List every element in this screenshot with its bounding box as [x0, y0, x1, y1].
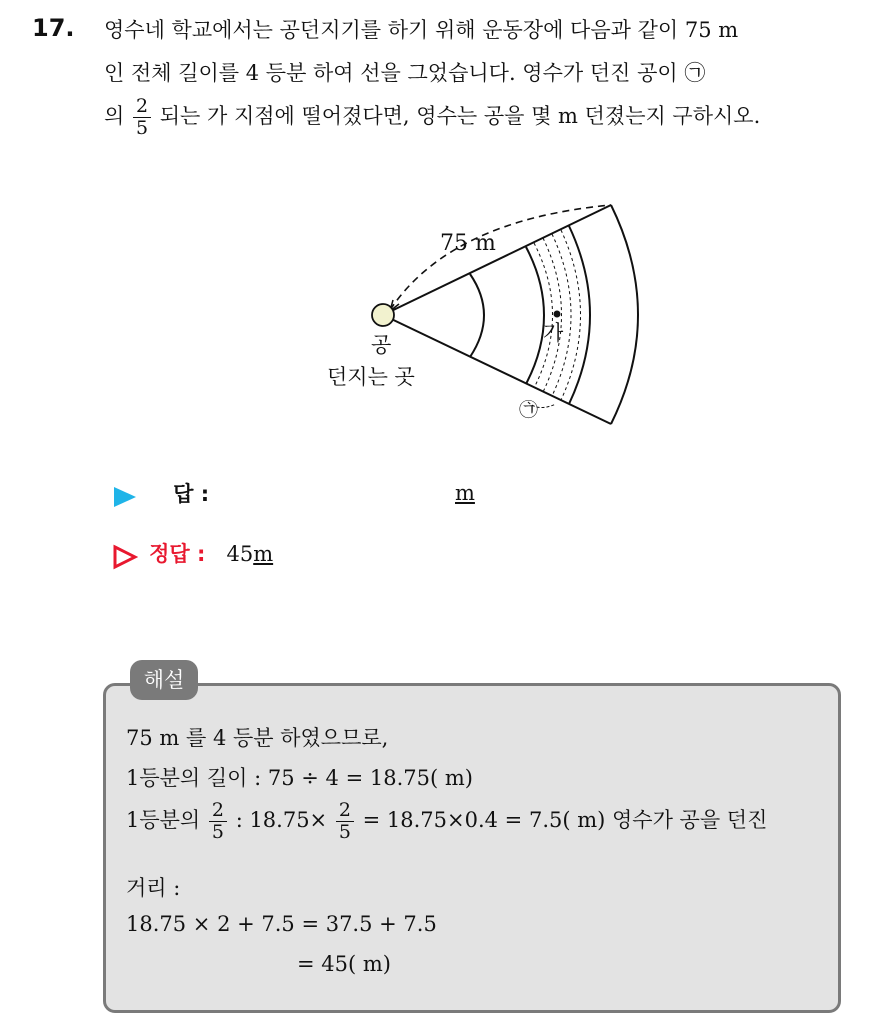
answer-row	[112, 478, 209, 509]
length-label: 75 m	[440, 231, 496, 256]
solution-fraction-2-den: 5	[338, 821, 351, 843]
origin-label-line-2: 던지는 곳	[327, 365, 415, 389]
fraction-numerator: 2	[133, 96, 151, 118]
question-line-2: 인 전체 길이를 4 등분 하여 선을 그었습니다. 영수가 던진 공이 ㉠	[104, 61, 706, 85]
sub-arc-4	[561, 230, 581, 400]
point-ga-label: 가	[543, 321, 564, 345]
marker-label: ㉠	[519, 399, 539, 421]
outer-arc	[611, 205, 638, 424]
question-fraction	[133, 96, 151, 139]
throwing-field-diagram	[300, 190, 660, 450]
division-arc-3	[569, 226, 590, 404]
answer-label: 답 :	[173, 482, 210, 506]
question-number: 17.	[32, 14, 75, 42]
solution-line-2: 1등분의 길이 : 75 ÷ 4 = 18.75( m)	[126, 766, 473, 790]
ball-origin	[372, 304, 394, 326]
solution-line-3-b: : 18.75×	[235, 808, 328, 832]
solution-line-1: 75 m 를 4 등분 하였으므로,	[126, 726, 389, 750]
solution-fraction-1-num: 2	[209, 800, 227, 822]
answer-triangle-icon	[112, 485, 138, 509]
solution-fraction-2-num: 2	[336, 800, 354, 822]
answer-unit	[455, 481, 475, 505]
solution-line-3-c: = 18.75×0.4 = 7.5( m) 영수가 공을 던진	[362, 808, 768, 832]
solution-line-6: = 45( m)	[297, 952, 391, 976]
solution-tab: 해설	[130, 660, 198, 700]
solution-line-5: 18.75 × 2 + 7.5 = 37.5 + 7.5	[126, 912, 437, 936]
division-arc-2	[526, 247, 544, 384]
lower-boundary-line	[383, 315, 611, 424]
solution-fraction-2	[336, 800, 354, 843]
solution-fraction-1	[209, 800, 227, 843]
correct-answer-row	[112, 538, 273, 570]
upper-boundary-line	[383, 205, 611, 315]
solution-line-3-a: 1등분의	[126, 808, 201, 832]
solution-line-3	[126, 800, 767, 843]
question-line-3-after: 되는 가 지점에 떨어졌다면, 영수는 공을 몇 m 던졌는지 구하시오.	[159, 104, 761, 128]
question-line-3	[104, 96, 760, 139]
division-arc-1	[470, 274, 484, 357]
correct-answer-value: 45	[226, 542, 254, 566]
point-ga-dot	[554, 311, 561, 318]
correct-answer-label: 정답 :	[149, 542, 206, 566]
answer-unit-text: m	[455, 481, 475, 505]
question-line-3-before: 의	[104, 104, 125, 128]
correct-triangle-outline-icon	[112, 544, 138, 570]
origin-label-line-1: 공	[371, 333, 392, 357]
question-line-1: 영수네 학교에서는 공던지기를 하기 위해 운동장에 다음과 같이 75 m	[104, 18, 739, 42]
solution-fraction-1-den: 5	[211, 821, 224, 843]
correct-answer-unit: m	[253, 542, 274, 566]
solution-line-4: 거리 :	[126, 876, 181, 900]
fraction-denominator: 5	[135, 117, 149, 139]
